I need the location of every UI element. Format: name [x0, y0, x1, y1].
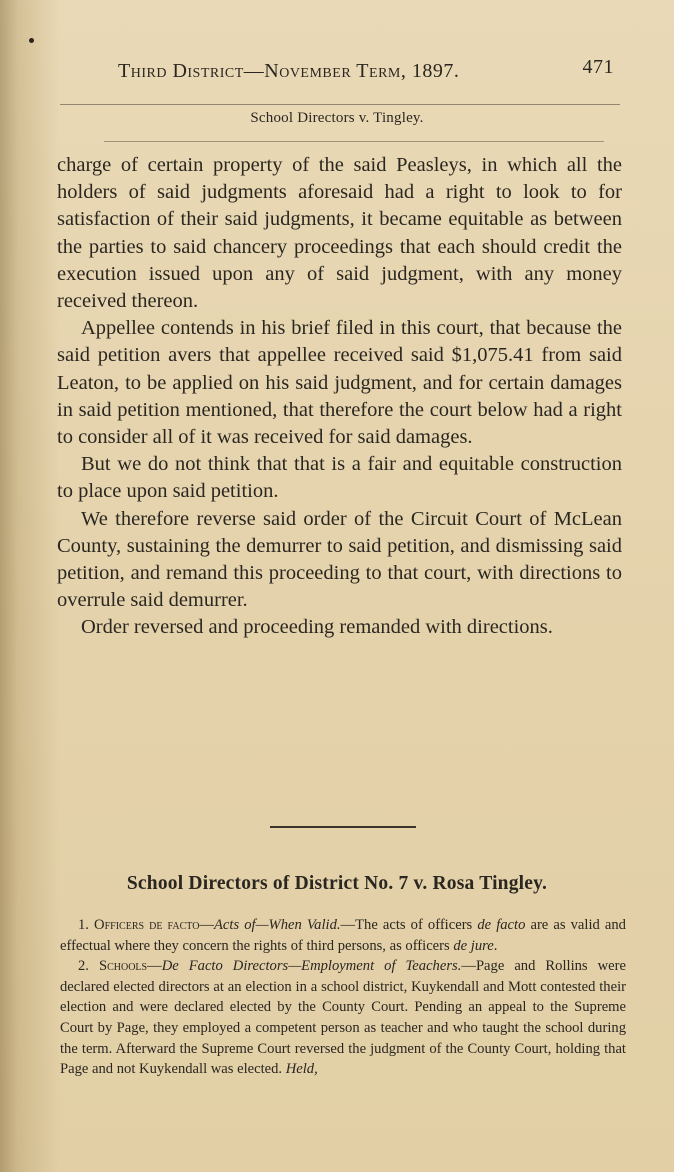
opinion-body [57, 152, 622, 642]
page-header [118, 56, 618, 90]
running-title: Third District—November Term, 1897. [118, 60, 460, 82]
opinion-paragraph-1: charge of certain property of the said Peasleys, in which all the holders of said judgments aforesaid had a right to look to for satisfaction of their said judgments, it became equitable as between the parties to said chancery proceedings that each should credit the execution issued upon any of said judgment, with any money received thereon. [57, 154, 622, 313]
header-rule [60, 104, 620, 105]
headnote-2-number: 2. [78, 958, 89, 975]
subtitle-rule [104, 141, 604, 142]
opinion-paragraph-3: But we do not think that that is a fair and equitable construction to place upon said petition. [57, 453, 622, 503]
headnote-1-text-c: . [493, 937, 498, 954]
headnote-1-text-a: The acts of officers [355, 917, 478, 933]
ink-speck [29, 38, 34, 43]
headnote-2-dash-1: — [147, 958, 162, 975]
section-divider [270, 826, 416, 828]
headnote-2-text-a: Page and Rollins were declared elected directors at an election in a school district, Kuykendall and Mott contested their election and were declared elected by the County Court. Pending an appeal to the Supreme Court by Page, they employed a competent person as teacher and who taught the school during the term. Afterward the Supreme Court reversed the judgment of the County Court, holding that Page and not Kuykendall was elected. [60, 958, 626, 1078]
headnote-2-topic: Schools [98, 958, 148, 975]
headnote-1-topic: Officers de facto [94, 917, 200, 933]
headnote-2 [60, 956, 626, 1080]
headnote-1 [60, 915, 626, 956]
headnote-1-subtopic: Acts of—When Valid. [214, 917, 341, 933]
headnotes [60, 915, 626, 1080]
headnote-2-subtopic: De Facto Directors—Employment of Teachers. [161, 958, 462, 975]
headnote-1-italic-b: de jure [453, 937, 494, 954]
case-running-subtitle: School Directors v. Tingley. [250, 110, 424, 126]
headnote-1-number: 1. [78, 917, 89, 933]
headnote-1-italic-a: de facto [477, 917, 526, 933]
headnote-1-dash-1: — [199, 917, 215, 933]
opinion-paragraph-2: Appellee contends in his brief filed in this court, that because the said petition avers that appellee received said $1,075.41 from said Leaton, to be applied on his said judgment, and for certain damages in said petition mentioned, that therefore the court below had a right to consider all of it was received for said damages. [57, 317, 622, 449]
opinion-paragraph-4: We therefore reverse said order of the Circuit Court of McLean County, sustaining the demurrer to said petition, and dismissing said petition, and remand this proceeding to that court, with directions to overrule said demurrer. [57, 507, 622, 612]
headnote-1-text-b: are as valid and effectual where they concern the rights of third persons, as officers [60, 917, 626, 954]
headnote-1-dash-2: — [340, 917, 356, 933]
page-number: 471 [582, 56, 614, 78]
opinion-paragraph-5: Order reversed and proceeding remanded with directions. [81, 616, 553, 639]
headnote-2-italic-end: Held, [285, 1061, 318, 1078]
case-title: School Directors of District No. 7 v. Rosa Tingley. [126, 873, 548, 894]
headnote-2-dash-2: — [461, 958, 476, 975]
